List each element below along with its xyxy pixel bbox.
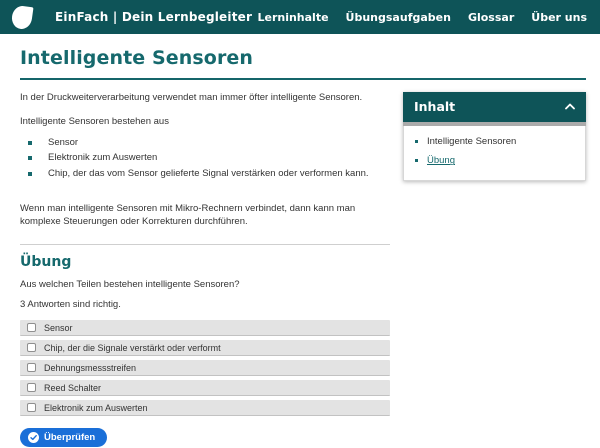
answer-option-row[interactable] <box>20 400 390 416</box>
check-circle-icon <box>28 432 39 443</box>
list-item: Elektronik zum Auswerten <box>28 152 390 165</box>
answer-option-row[interactable] <box>20 340 390 356</box>
checkbox[interactable] <box>27 403 36 412</box>
checkbox[interactable] <box>27 323 36 332</box>
checkbox[interactable] <box>27 343 36 352</box>
exercise-question: Aus welchen Teilen bestehen intelligente Sensoren? <box>20 278 240 290</box>
toc-link-uebung[interactable]: Übung <box>427 155 455 167</box>
micro-paragraph: Wenn man intelligente Sensoren mit Mikro-Rechnern verbindet, dann kann man komplexe Steuerungen oder Korrekturen durchführen. <box>20 203 356 228</box>
nav-item-glossar[interactable]: Glossar <box>467 10 515 24</box>
toc-item-intelligente-sensoren <box>415 136 574 147</box>
exercise-heading: Übung <box>20 253 72 270</box>
drop-logo-icon <box>10 4 33 30</box>
toc-title: Inhalt <box>414 99 456 114</box>
top-navbar <box>0 0 600 34</box>
intro-paragraph: In der Druckweiterverarbeitung verwendet man immer öfter intelligente Sensoren. <box>20 92 363 103</box>
main-content <box>0 47 600 448</box>
toc-body <box>403 126 586 181</box>
option-label: Chip, der die Signale verstärkt oder verformt <box>44 342 221 353</box>
toc-header-toggle[interactable] <box>403 92 586 122</box>
brand-home-link[interactable] <box>12 6 252 29</box>
answer-option-row[interactable] <box>20 360 390 376</box>
list-item: Sensor <box>28 137 390 150</box>
option-label: Elektronik zum Auswerten <box>44 402 148 413</box>
chevron-up-icon <box>565 103 575 110</box>
option-label: Sensor <box>44 322 73 333</box>
check-answers-button[interactable] <box>20 428 107 447</box>
option-label: Dehnungsmessstreifen <box>44 362 137 373</box>
section-divider <box>20 244 390 245</box>
nav-item-ueber-uns[interactable]: Über uns <box>531 10 587 24</box>
list-item: Chip, der das vom Sensor gelieferte Signal verstärken oder verformen kann. <box>28 168 390 181</box>
checkbox[interactable] <box>27 363 36 372</box>
main-nav <box>257 11 587 24</box>
answer-options <box>20 320 390 416</box>
page-title: Intelligente Sensoren <box>20 47 254 69</box>
checkbox[interactable] <box>27 383 36 392</box>
content-columns <box>20 80 586 448</box>
toc-item-uebung <box>415 155 574 166</box>
nav-item-uebungsaufgaben[interactable]: Übungsaufgaben <box>345 10 451 24</box>
option-label: Reed Schalter <box>44 382 102 393</box>
check-answers-label: Überprüfen <box>44 432 96 444</box>
component-list <box>20 137 390 181</box>
answer-option-row[interactable] <box>20 320 390 336</box>
exercise-hint: 3 Antworten sind richtig. <box>20 298 121 310</box>
nav-item-lerninhalte[interactable]: Lerninhalte <box>257 10 329 24</box>
article-column <box>20 80 390 448</box>
answer-option-row[interactable] <box>20 380 390 396</box>
compose-paragraph: Intelligente Sensoren bestehen aus <box>20 116 169 128</box>
toc-list <box>415 136 574 167</box>
toc-box <box>403 92 586 181</box>
brand-title: EinFach | Dein Lernbegleiter <box>55 10 253 24</box>
toc-link-intelligente-sensoren[interactable]: Intelligente Sensoren <box>427 136 517 147</box>
